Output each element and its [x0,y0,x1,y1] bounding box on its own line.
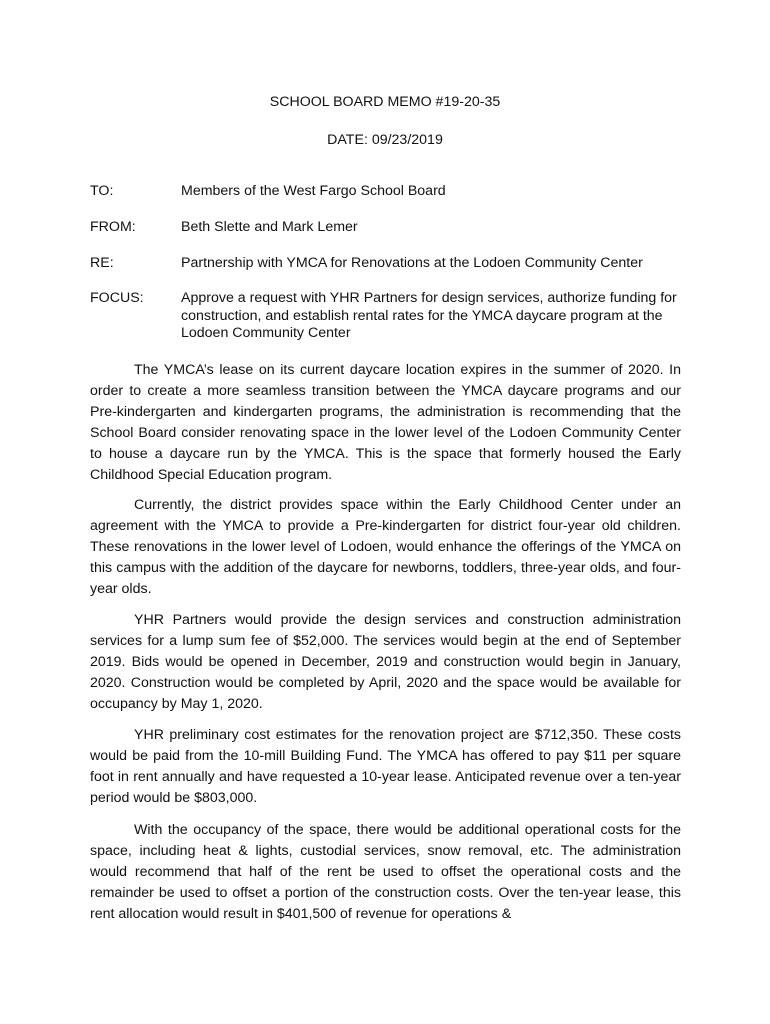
focus-value: Approve a request with YHR Partners for design services, authorize funding for construction, and establish rental rates for the YMCA daycare program at the Lodoen Community Center [181,290,677,341]
from-label: FROM: [90,219,136,235]
body-paragraph-5: With the occupancy of the space, there would be additional operational costs for the space, including heat & lights, custodial services, snow removal, etc. The administration would recommend that half of the rent be used to offset the operational costs and the remainder be used to offset a portion of the construction costs. Over the ten-year lease, this rent allocation would result in $401,500 of revenue for operations & [90,822,681,922]
to-label: TO: [90,183,114,199]
body-paragraph-3: YHR Partners would provide the design services and construction administration services for a lump sum fee of $52,000. The services would begin at the end of September 2019. Bids would be opened in December, 2019 and construction would begin in January, 2020. Construction would be completed by April, 2020 and the space would be available for occupancy by May 1, 2020. [90,612,681,712]
body-paragraph-2: Currently, the district provides space within the Early Childhood Center under an agreement with the YMCA to provide a Pre-kindergarten for district four-year old children. These renovations in the lower level of Lodoen, would enhance the offerings of the YMCA on this campus with the addition of the daycare for newborns, toddlers, three-year olds, and four-year olds. [90,497,681,597]
from-value: Beth Slette and Mark Lemer [181,219,358,235]
memo-date: DATE: 09/23/2019 [327,132,443,148]
to-value: Members of the West Fargo School Board [181,183,446,199]
body-paragraph-4: YHR preliminary cost estimates for the renovation project are $712,350. These costs would be paid from the 10-mill Building Fund. The YMCA has offered to pay $11 per square foot in rent annually and have requested a 10-year lease. Anticipated revenue over a ten-year period would be $803,000. [90,727,681,806]
memo-title: SCHOOL BOARD MEMO #19-20-35 [269,94,501,110]
re-label: RE: [90,255,114,271]
focus-label: FOCUS: [90,290,144,306]
body-paragraph-1: The YMCA’s lease on its current daycare location expires in the summer of 2020. In order to create a more seamless transition between the YMCA daycare programs and our Pre-kindergarten and kindergarten programs, the administration is recommending that the School Board consider renovating space in the lower level of the Lodoen Community Center to house a daycare run by the YMCA. This is the space that formerly housed the Early Childhood Special Education program. [90,362,681,483]
re-value: Partnership with YMCA for Renovations at the Lodoen Community Center [181,255,643,271]
